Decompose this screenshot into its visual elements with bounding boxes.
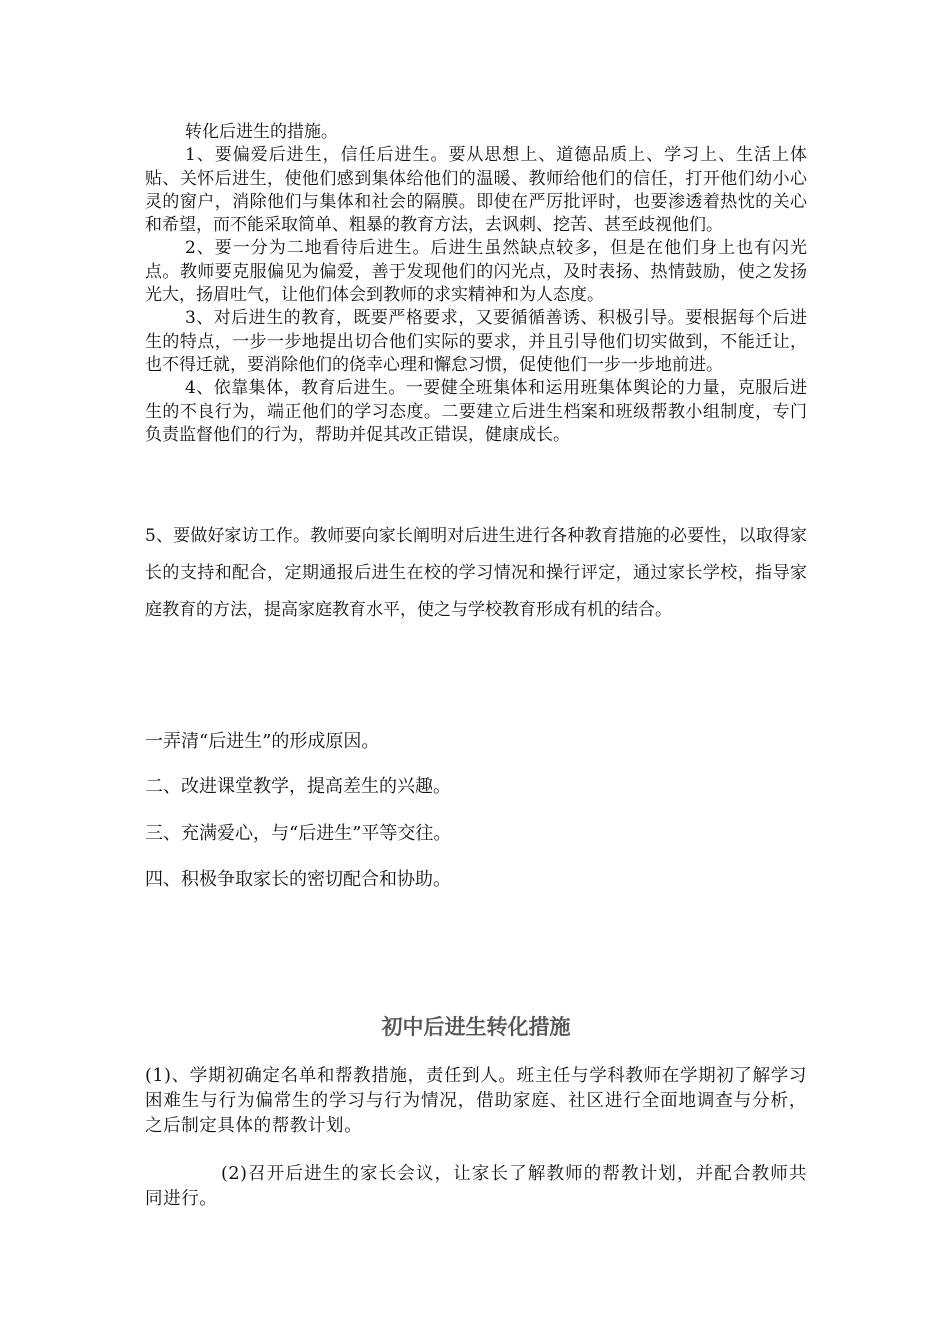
junior-paragraph-2-block bbox=[145, 1162, 807, 1212]
list-item: 二、改进课堂教学，提高差生的兴趣。 bbox=[145, 776, 451, 797]
measure-paragraph-4: 4、依靠集体，教育后进生。一要健全班集体和运用班集体舆论的力量，克服后进生的不良行为，端正他们的学习态度。二要建立后进生档案和班级帮教小组制度，专门负责监督他们的行为，帮助并促其改正错误，健康成长。 bbox=[145, 378, 807, 445]
measure-paragraph-3: 3、对后进生的教育，既要严格要求，又要循循善诱、积极引导。要根据每个后进生的特点，一步一步地提出切合他们实际的要求，并且引导他们切实做到，不能迁让，也不得迁就，要消除他们的侥幸心理和懈怠习惯，促使他们一步一步地前进。 bbox=[145, 308, 807, 375]
list-item: 三、充满爱心，与“后进生”平等交往。 bbox=[145, 823, 452, 844]
intro-line: 转化后进生的措施。 bbox=[185, 122, 338, 142]
list-item: 四、积极争取家长的密切配合和协助。 bbox=[145, 869, 451, 890]
measure-paragraph-5-block bbox=[145, 518, 807, 629]
measure-paragraph-2: 2、要一分为二地看待后进生。后进生虽然缺点较多，但是在他们身上也有闪光点。教师要克服偏见为偏爱，善于发现他们的闪光点，及时表扬、热情鼓励，使之发扬光大，扬眉吐气，让他们体会到教师的求实精神和为人态度。 bbox=[145, 238, 807, 306]
junior-paragraph-1-block bbox=[145, 1064, 807, 1139]
measure-paragraph-5: 5、要做好家访工作。教师要向家长阐明对后进生进行各种教育措施的必要性，以取得家长的支持和配合，定期通报后进生在校的学习情况和操行评定，通过家长学校，指导家庭教育的方法，提高家庭教育水平，使之与学校教育形成有机的结合。 bbox=[145, 526, 807, 620]
measure-paragraph-1: 1、要偏爱后进生，信任后进生。要从思想上、道德品质上、学习上、生活上体贴、关怀后进生，使他们感到集体给他们的温暖、教师给他们的信任，打开他们幼小心灵的窗户，消除他们与集体和社会的隔膜。即使在严厉批评时，也要渗透着热忱的关心和希望，而不能采取简单、粗暴的教育方法，去讽刺、挖苦、甚至歧视他们。 bbox=[145, 145, 807, 236]
junior-paragraph-1: (1)、学期初确定名单和帮教措施，责任到人。班主任与学科教师在学期初了解学习困难生与行为偏常生的学习与行为情况，借助家庭、社区进行全面地调查与分析，之后制定具体的帮教计划。 bbox=[145, 1066, 807, 1136]
section-measures bbox=[145, 121, 807, 447]
section-title: 初中后进生转化措施 bbox=[381, 1015, 571, 1039]
list-item: 一弄清“后进生”的形成原因。 bbox=[145, 731, 380, 752]
junior-paragraph-2: (2)召开后进生的家长会议，让家长了解教师的帮教计划，并配合教师共同进行。 bbox=[145, 1164, 807, 1209]
